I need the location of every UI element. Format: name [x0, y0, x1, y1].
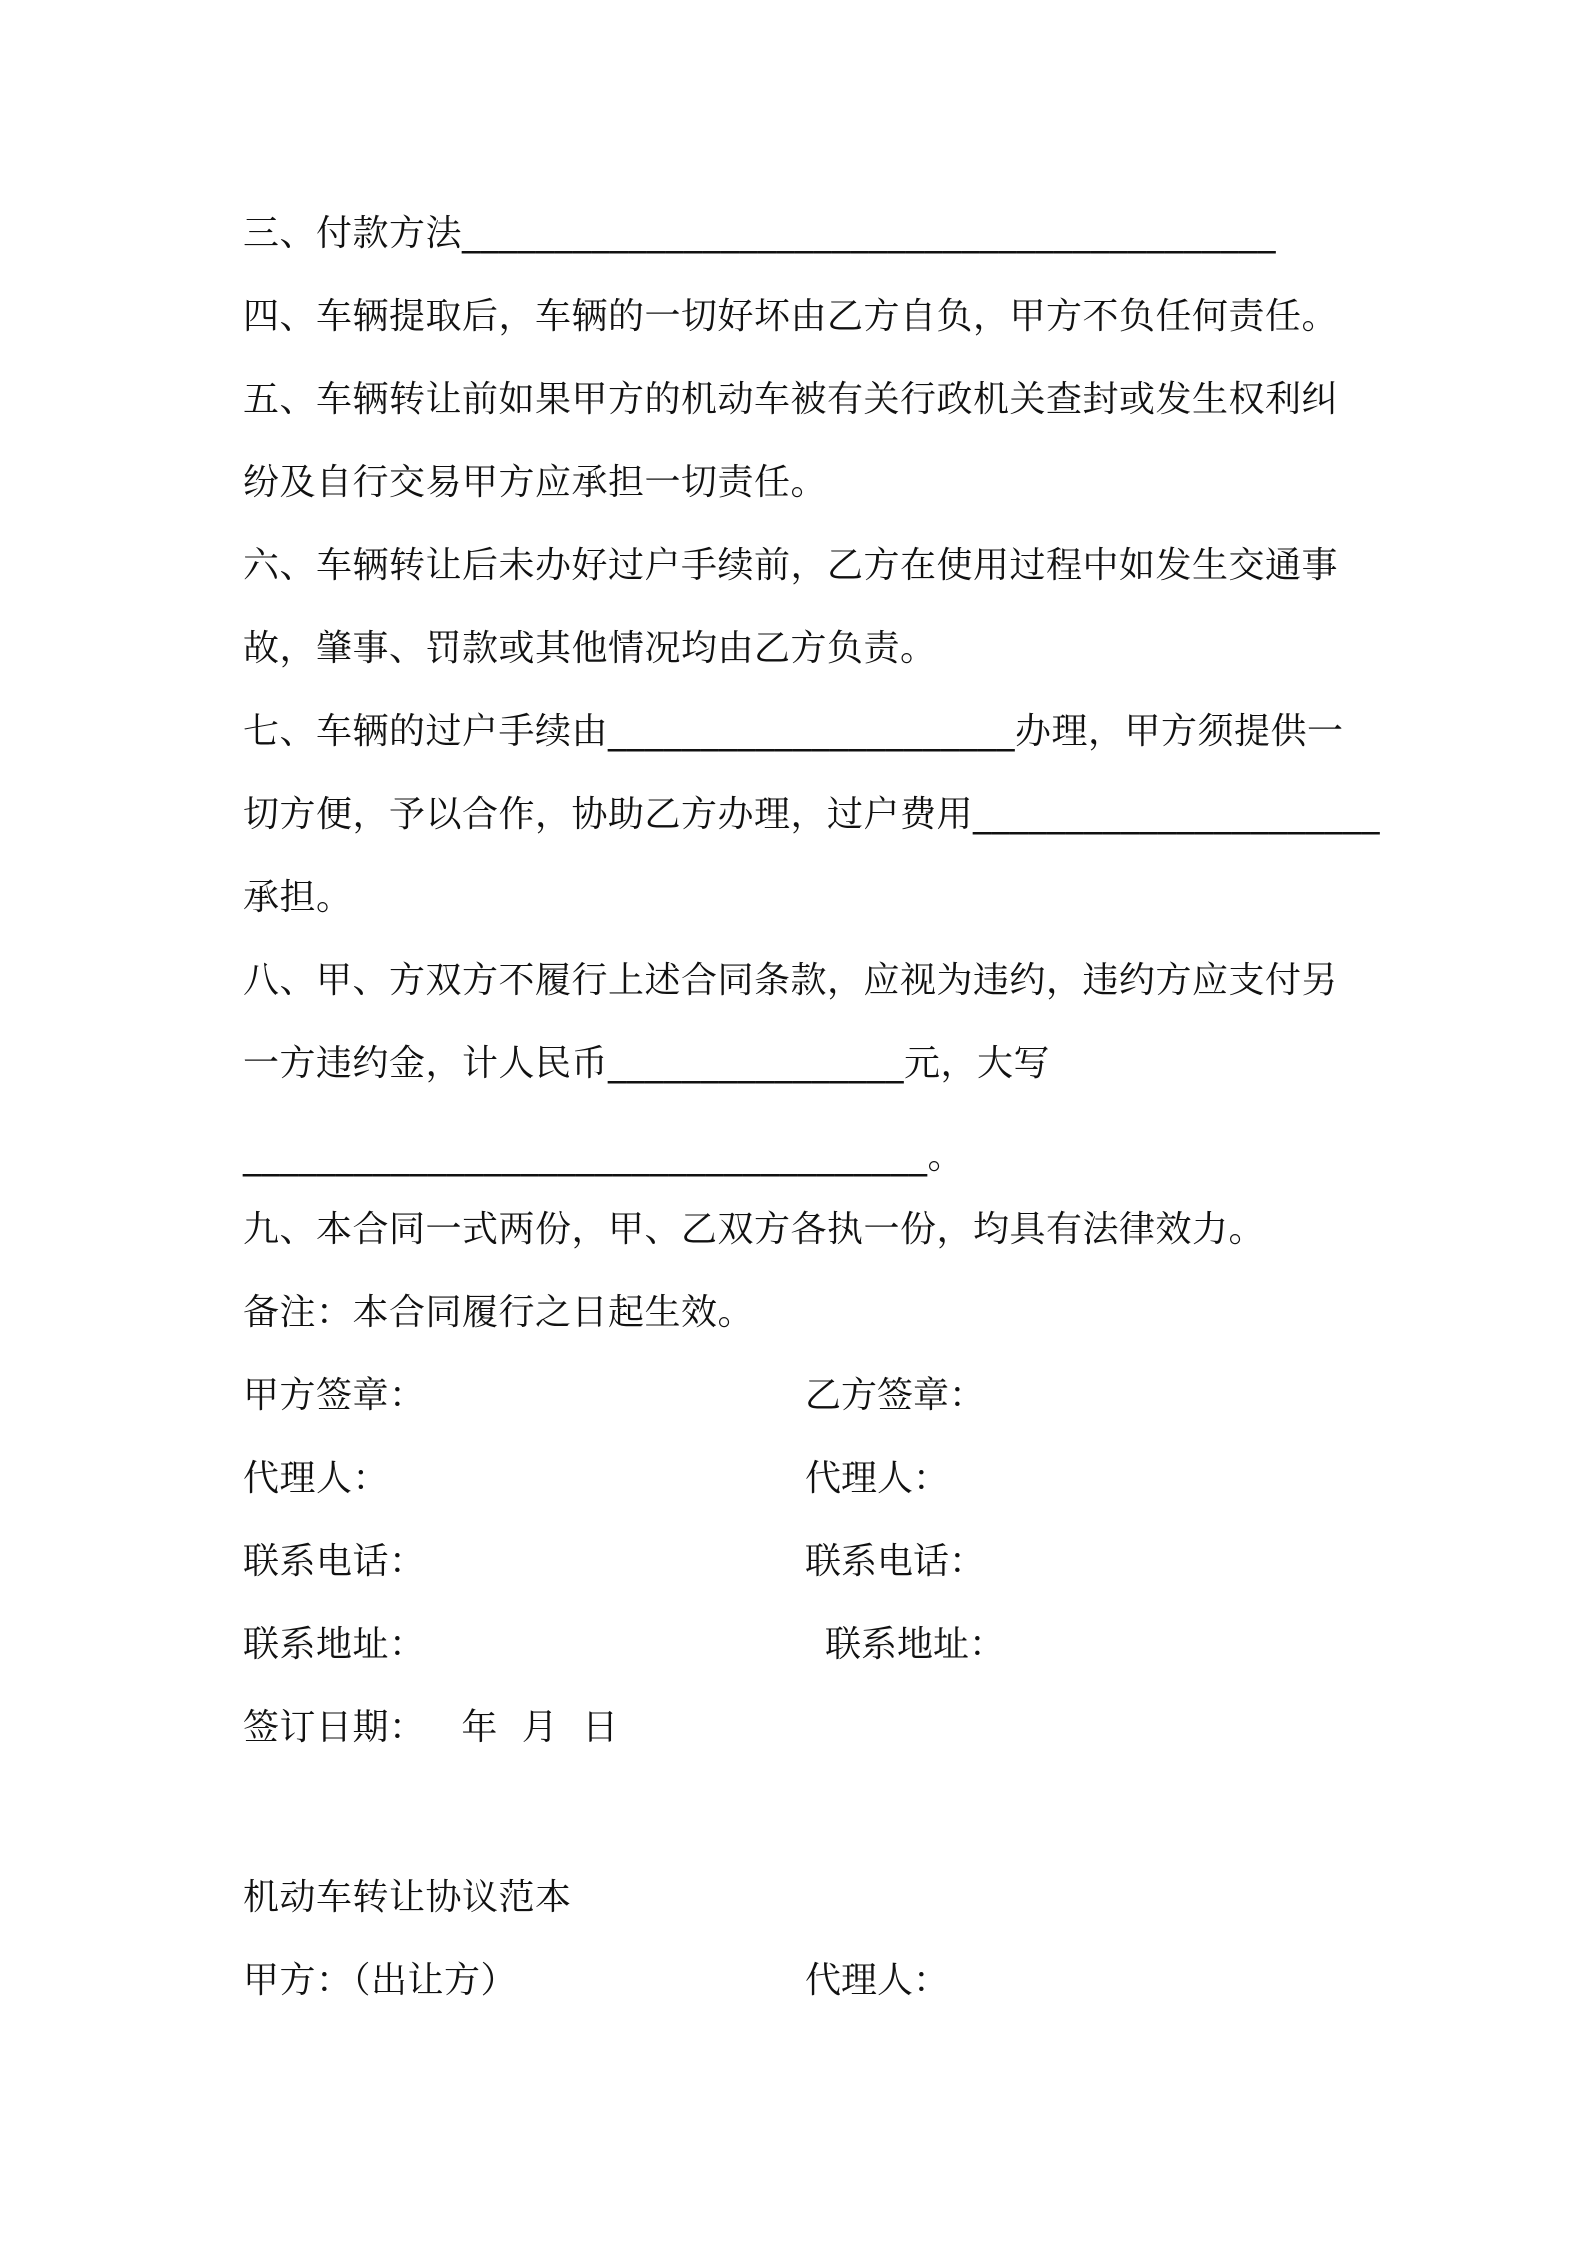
remark: 备注：本合同履行之日起生效。	[243, 1292, 755, 1333]
party-a-address-label: 联系地址：	[243, 1624, 426, 1665]
clause-6-line1: 六、车辆转让后未办好过户手续前，乙方在使用过程中如发生交通事	[243, 545, 1339, 586]
party-b-seal-label: 乙方签章：	[805, 1375, 986, 1416]
clause-5-line1: 五、车辆转让前如果甲方的机动车被有关行政机关查封或发生权利纠	[243, 379, 1339, 420]
party-b-phone-label: 联系电话：	[805, 1541, 986, 1582]
clause-9: 九、本合同一式两份，甲、乙双方各执一份，均具有法律效力。	[243, 1209, 1266, 1250]
party-a-seal-label: 甲方签章：	[243, 1375, 426, 1416]
party-a-agent: 代理人：	[805, 1960, 950, 2001]
clause-8-line1: 八、甲、方双方不履行上述合同条款，应视为违约，违约方应支付另	[243, 960, 1339, 1001]
template-title: 机动车转让协议范本	[243, 1877, 572, 1918]
party-b-agent-label: 代理人：	[805, 1458, 950, 1499]
party-b-address-label: 联系地址：	[825, 1624, 1006, 1665]
clause-8-line3: _____________________________________。	[243, 1136, 964, 1177]
clause-7-line1: 七、车辆的过户手续由______________________办理，甲方须提供一	[243, 711, 1344, 752]
clause-4: 四、车辆提取后，车辆的一切好坏由乙方自负，甲方不负任何责任。	[243, 296, 1339, 337]
party-a-agent-label: 代理人：	[243, 1458, 390, 1499]
party-a-transferor: 甲方：（出让方）	[243, 1960, 518, 2001]
clause-6-line2: 故，肇事、罚款或其他情况均由乙方负责。	[243, 628, 937, 669]
clause-7-line3: 承担。	[243, 877, 353, 918]
party-a-phone-label: 联系电话：	[243, 1541, 426, 1582]
clause-5-line2: 纷及自行交易甲方应承担一切责任。	[243, 462, 828, 503]
clause-7-line2: 切方便，予以合作，协助乙方办理，过户费用______________________	[243, 794, 1381, 835]
clause-3-payment: 三、付款方法____________________________________________	[243, 213, 1277, 254]
clause-8-line2: 一方违约金，计人民币________________元，大写	[243, 1043, 1051, 1084]
sign-date: 签订日期： 年 月 日	[243, 1707, 619, 1748]
